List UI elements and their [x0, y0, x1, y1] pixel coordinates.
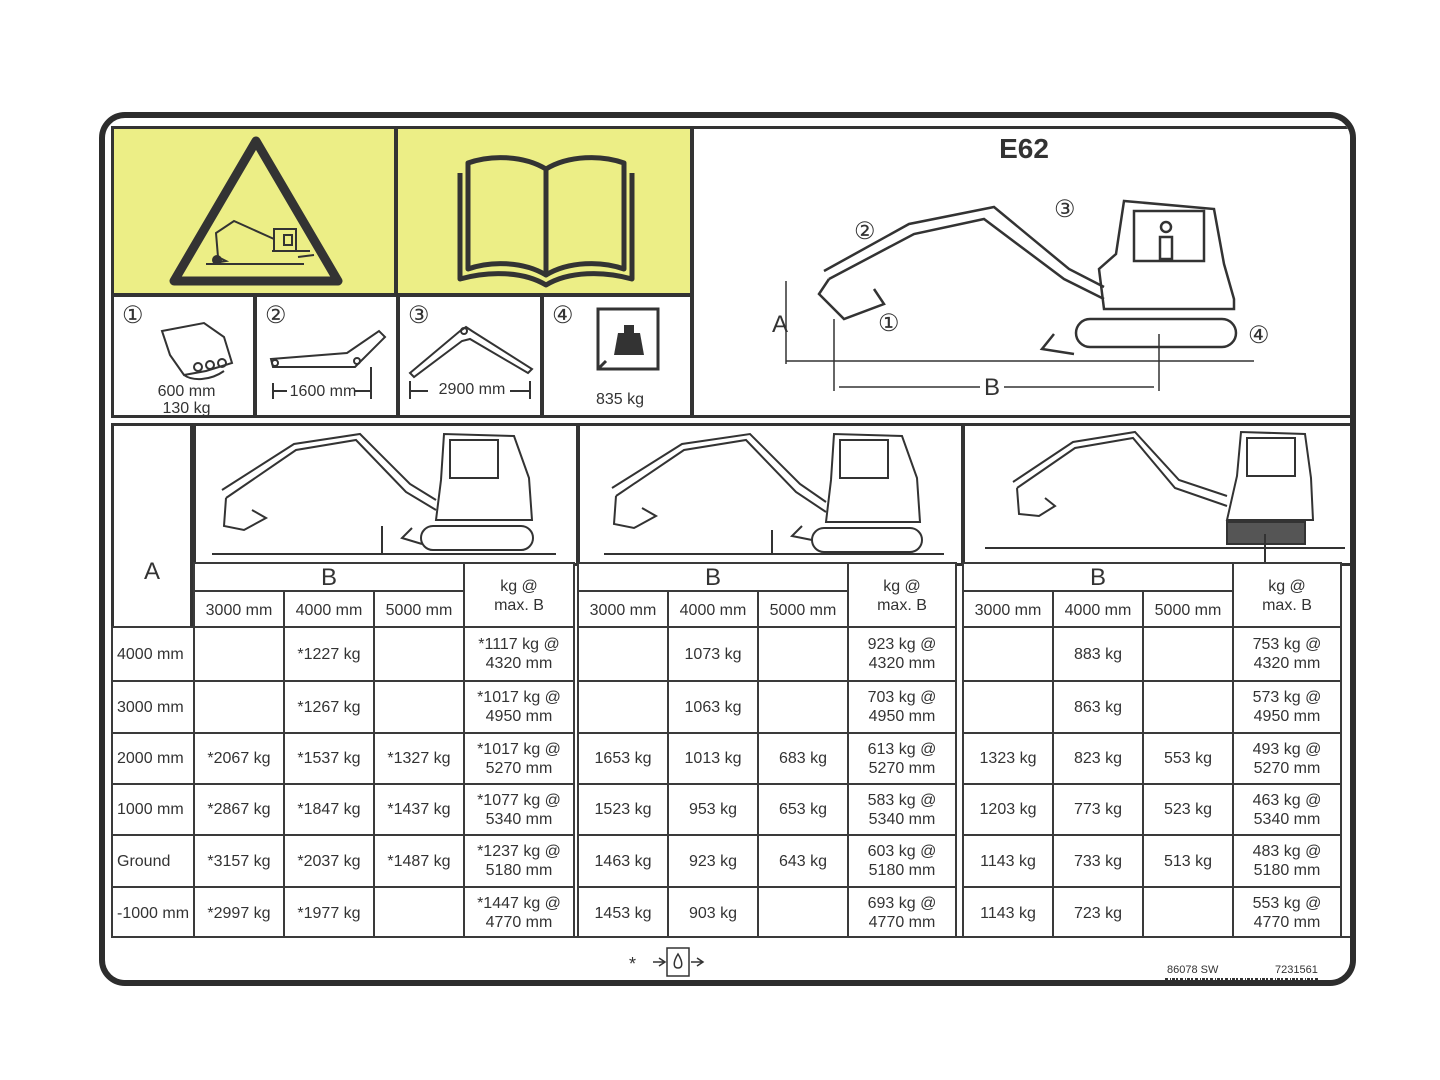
table-cell [757, 886, 849, 940]
table-cell [373, 626, 465, 682]
table-cell: 1453 kg [577, 886, 669, 940]
table-cell: 553 kg [1142, 732, 1234, 785]
table-cell: *1017 kg @ 5270 mm [463, 732, 575, 785]
table-cell: *3157 kg [193, 834, 285, 888]
table-cell: *1487 kg [373, 834, 465, 888]
barcode-icon [1165, 978, 1321, 986]
table-cell: 573 kg @ 4950 mm [1232, 680, 1342, 734]
table-cell: 1323 kg [962, 732, 1054, 785]
table-cell: *1327 kg [373, 732, 465, 785]
table-cell [757, 680, 849, 734]
row-label: -1000 mm [111, 886, 195, 940]
table-cell: *1267 kg [283, 680, 375, 734]
table-cell: 863 kg [1052, 680, 1144, 734]
hydraulic-symbol-icon [649, 944, 709, 980]
footer-code-1: 86078 SW [1167, 964, 1219, 976]
table-cell: 1063 kg [667, 680, 759, 734]
load-chart-plate [99, 112, 1356, 986]
table-cell: 1203 kg [962, 783, 1054, 836]
attachment-value: 600 mm [157, 383, 216, 400]
table-cell [577, 680, 669, 734]
table-cell [962, 680, 1054, 734]
table-cell [1142, 626, 1234, 682]
table-cell: 753 kg @ 4320 mm [1232, 626, 1342, 682]
footer-code-2: 7231561 [1275, 964, 1318, 976]
table-cell: 1143 kg [962, 886, 1054, 940]
table-cell: 523 kg [1142, 783, 1234, 836]
attachment-value: 835 kg [595, 391, 645, 408]
table-cell: 1463 kg [577, 834, 669, 888]
table-cell: 583 kg @ 5340 mm [847, 783, 957, 836]
load-table [105, 118, 1350, 986]
table-cell: 693 kg @ 4770 mm [847, 886, 957, 940]
table-cell [1142, 680, 1234, 734]
table-cell: *1447 kg @ 4770 mm [463, 886, 575, 940]
table-cell: 603 kg @ 5180 mm [847, 834, 957, 888]
table-cell: 513 kg [1142, 834, 1234, 888]
footer-asterisk: * [629, 954, 637, 974]
table-cell: 953 kg [667, 783, 759, 836]
table-cell: 1653 kg [577, 732, 669, 785]
table-cell: *1077 kg @ 5340 mm [463, 783, 575, 836]
attachment-value: 2900 mm [438, 381, 506, 398]
table-cell [962, 626, 1054, 682]
table-cell: 553 kg @ 4770 mm [1232, 886, 1342, 940]
table-cell: 773 kg [1052, 783, 1144, 836]
table-cell [373, 886, 465, 940]
table-cell: 883 kg [1052, 626, 1144, 682]
row-label: 3000 mm [111, 680, 195, 734]
diagram-callout-4: ④ [1248, 322, 1270, 349]
row-label: 2000 mm [111, 732, 195, 785]
table-cell: *1537 kg [283, 732, 375, 785]
table-cell: *1017 kg @ 4950 mm [463, 680, 575, 734]
column-header: 4000 mm [667, 590, 759, 630]
table-cell: 923 kg @ 4320 mm [847, 626, 957, 682]
attachment-number: ④ [552, 302, 574, 329]
column-axis-label: B [962, 562, 1234, 592]
column-header: 5000 mm [1142, 590, 1234, 630]
table-cell: 613 kg @ 5270 mm [847, 732, 957, 785]
column-header: 3000 mm [962, 590, 1054, 630]
table-cell: 463 kg @ 5340 mm [1232, 783, 1342, 836]
column-header: 4000 mm [1052, 590, 1144, 630]
table-cell: 1073 kg [667, 626, 759, 682]
table-cell: *1977 kg [283, 886, 375, 940]
table-cell: 923 kg [667, 834, 759, 888]
table-cell: *2867 kg [193, 783, 285, 836]
table-cell: 903 kg [667, 886, 759, 940]
table-cell: *1847 kg [283, 783, 375, 836]
attachment-number: ① [122, 302, 144, 329]
table-cell: 703 kg @ 4950 mm [847, 680, 957, 734]
table-cell: *1227 kg [283, 626, 375, 682]
table-cell [193, 680, 285, 734]
table-cell: 643 kg [757, 834, 849, 888]
table-cell [577, 626, 669, 682]
diagram-callout-1: ① [878, 310, 900, 337]
row-label: Ground [111, 834, 195, 888]
attachment-number: ③ [408, 302, 430, 329]
column-axis-label: B [193, 562, 465, 592]
attachment-number: ② [265, 302, 287, 329]
row-axis-label: A [143, 558, 160, 585]
column-header: 3000 mm [193, 590, 285, 630]
table-cell: 653 kg [757, 783, 849, 836]
table-cell: *2067 kg [193, 732, 285, 785]
max-reach-header: kg @ max. B [847, 562, 957, 630]
table-cell: *2037 kg [283, 834, 375, 888]
table-cell: *2997 kg [193, 886, 285, 940]
table-cell: 733 kg [1052, 834, 1144, 888]
table-cell: 1523 kg [577, 783, 669, 836]
table-cell: 823 kg [1052, 732, 1144, 785]
column-header: 5000 mm [373, 590, 465, 630]
max-reach-header: kg @ max. B [463, 562, 575, 630]
table-cell [1142, 886, 1234, 940]
diagram-callout-2: ② [854, 218, 876, 245]
column-header: 5000 mm [757, 590, 849, 630]
column-header: 4000 mm [283, 590, 375, 630]
table-cell [373, 680, 465, 734]
diagram-callout-3: ③ [1054, 196, 1076, 223]
attachment-value: 1600 mm [289, 383, 357, 400]
attachment-weight: 130 kg [162, 400, 211, 417]
table-cell: 723 kg [1052, 886, 1144, 940]
table-cell: *1237 kg @ 5180 mm [463, 834, 575, 888]
row-label: 4000 mm [111, 626, 195, 682]
table-cell: 483 kg @ 5180 mm [1232, 834, 1342, 888]
column-axis-label: B [577, 562, 849, 592]
row-label: 1000 mm [111, 783, 195, 836]
table-cell: 683 kg [757, 732, 849, 785]
table-cell: *1117 kg @ 4320 mm [463, 626, 575, 682]
table-cell: 1013 kg [667, 732, 759, 785]
model-name: E62 [999, 133, 1049, 164]
max-reach-header: kg @ max. B [1232, 562, 1342, 630]
table-cell [757, 626, 849, 682]
table-cell [193, 626, 285, 682]
diagram-label-a: A [772, 311, 789, 338]
table-cell: *1437 kg [373, 783, 465, 836]
table-cell: 493 kg @ 5270 mm [1232, 732, 1342, 785]
table-cell: 1143 kg [962, 834, 1054, 888]
diagram-label-b: B [980, 374, 1004, 402]
column-header: 3000 mm [577, 590, 669, 630]
